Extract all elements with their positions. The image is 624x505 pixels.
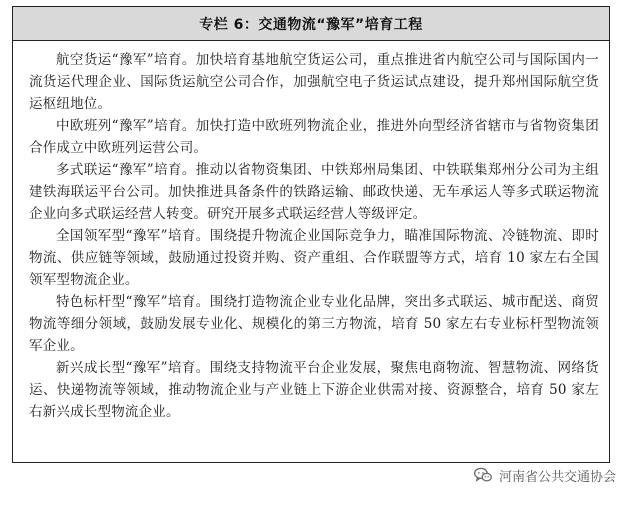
paragraph-china-europe-rail: 中欧班列“豫军”培育。加快打造中欧班列物流企业，推进外向型经济省辖市与省物资集团合作成立中欧班列运营公司。: [29, 118, 599, 156]
watermark-text: 河南省公共交通协会: [498, 469, 616, 485]
paragraph-air-cargo: 航空货运“豫军”培育。加快培育基地航空货运公司，重点推进省内航空公司与国际国内一流货运代理企业、国际货运航空公司合作，加强航空电子货运试点建设，提升郑州国际航空货运枢纽地位。: [29, 52, 599, 112]
box-content: [13, 41, 609, 423]
paragraph-multimodal: 多式联运“豫军”培育。推动以省物资集团、中铁郑州局集团、中铁联集郑州分公司为主组建铁海联运平台公司。加快推进具备条件的铁路运输、邮政快递、无车承运人等多式联运物流企业向多式联运经营人转变。研究开展多式联运经营人等级评定。: [29, 162, 599, 222]
watermark: [473, 465, 616, 485]
paragraph-emerging-growth: 新兴成长型“豫军”培育。围绕支持物流平台企业发展，聚焦电商物流、智慧物流、网络货运、快递物流等领域，推动物流企业与产业链上下游企业供需对接、资源整合，培育 50 家左右新兴成长型物流企业。: [29, 360, 599, 420]
paragraph-national-leader: 全国领军型“豫军”培育。围绕提升物流企业国际竞争力，瞄准国际物流、冷链物流、即时物流、供应链等领域，鼓励通过投资并购、资产重组、合作联盟等方式，培育 10 家左右全国领军型物流企业。: [29, 228, 599, 288]
feature-box: [12, 6, 610, 463]
paragraph-specialty-benchmark: 特色标杆型“豫军”培育。围绕打造物流企业专业化品牌，突出多式联运、城市配送、商贸物流等细分领域，鼓励发展专业化、规模化的第三方物流，培育 50 家左右专业标杆型物流领军企业。: [29, 294, 599, 354]
box-title: 专栏 6：交通物流“豫军”培育工程: [13, 7, 609, 41]
wechat-icon: [473, 465, 493, 485]
